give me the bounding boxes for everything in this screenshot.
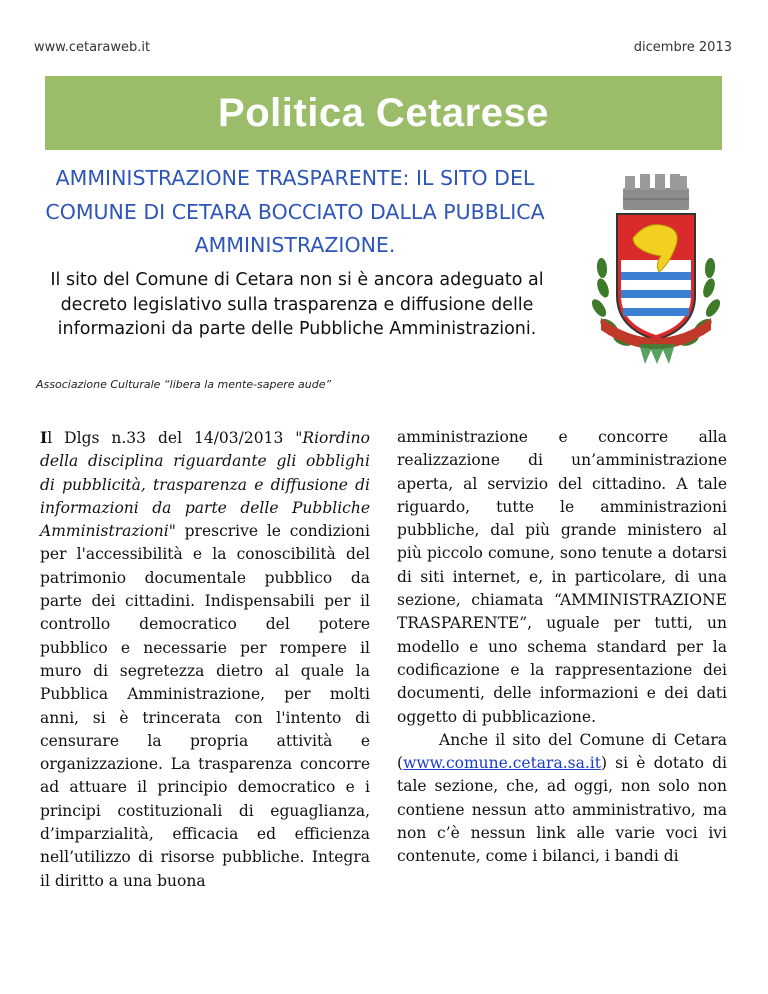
article-subheadline: Il sito del Comune di Cetara non si è ancora adeguato al decreto legislativo sulla trasparenza e diffusione delle informazioni da parte delle Pubbliche Amministrazioni. bbox=[50, 270, 544, 339]
article-intro: l Dlgs n.33 del 14/03/2013 " bbox=[47, 429, 303, 447]
article-left-body: " prescrive le condizioni per l'accessibilità e la conoscibilità del patrimonio documentale pubblico da parte dei cittadini. Indispensabili per il controllo democratico del potere pubblico e necessarie per rompere il muro di segretezza dietro al quale la Pubblica Amministrazione, per molti anni, si è trincerata con l'intento di censurare la propria attività e organizzazione. La trasparenza concorre ad attuare il principio democratico e i principi costituzionali di eguaglianza, d’imparzialità, efficacia ed efficienza nell’utilizzo di risorse pubbliche. Integra il diritto a una buona bbox=[40, 522, 370, 890]
article-author: Associazione Culturale “libera la mente-sapere aude” bbox=[36, 378, 332, 391]
coat-of-arms-icon bbox=[585, 168, 727, 366]
newsletter-title: Politica Cetarese bbox=[218, 90, 549, 135]
paragraph-text-continued: ) si è dotato di tale sezione, che, ad oggi, non solo non contiene nessun atto amministrativo, ma non c’è nessun link alle varie voci ivi contenute, come i bilanci, i bandi di bbox=[397, 754, 727, 866]
comune-website-link[interactable]: www.comune.cetara.sa.it bbox=[403, 754, 601, 773]
article-paragraph: amministrazione e concorre alla realizzazione di un’amministrazione aperta, al servizio del cittadino. A tale riguardo, tutte le amministrazioni pubbliche, dal più grande ministero al più piccolo comune, sono tenute a dotarsi di siti internet, e, in particolare, di una sezione, chiamata “AMMINISTRAZIONE TRASPARENTE”, uguale per tutti, un modello e uno schema standard per la codificazione e la rappresentazione dei documenti, delle informazioni e dei dati oggetto di pubblicazione. bbox=[397, 428, 727, 726]
title-banner bbox=[45, 76, 722, 150]
article-column-left bbox=[40, 426, 370, 893]
article-paragraph-2 bbox=[397, 729, 727, 869]
header-date: dicembre 2013 bbox=[633, 40, 732, 55]
decree-title: Riordino della disciplina riguardante gli obblighi di pubblicità, trasparenza e diffusione di informazioni da parte delle Pubbliche Amministrazioni bbox=[40, 429, 370, 541]
article-column-right bbox=[397, 426, 727, 869]
article-headline: AMMINISTRAZIONE TRASPARENTE: IL SITO DEL COMUNE DI CETARA BOCCIATO DALLA PUBBLICA AMMINISTRAZIONE. bbox=[45, 166, 545, 257]
article-dropcap: I bbox=[40, 428, 48, 447]
header-site-url: www.cetaraweb.it bbox=[34, 40, 151, 55]
paragraph-text: Anche il sito del Comune di Cetara ( bbox=[397, 730, 727, 773]
